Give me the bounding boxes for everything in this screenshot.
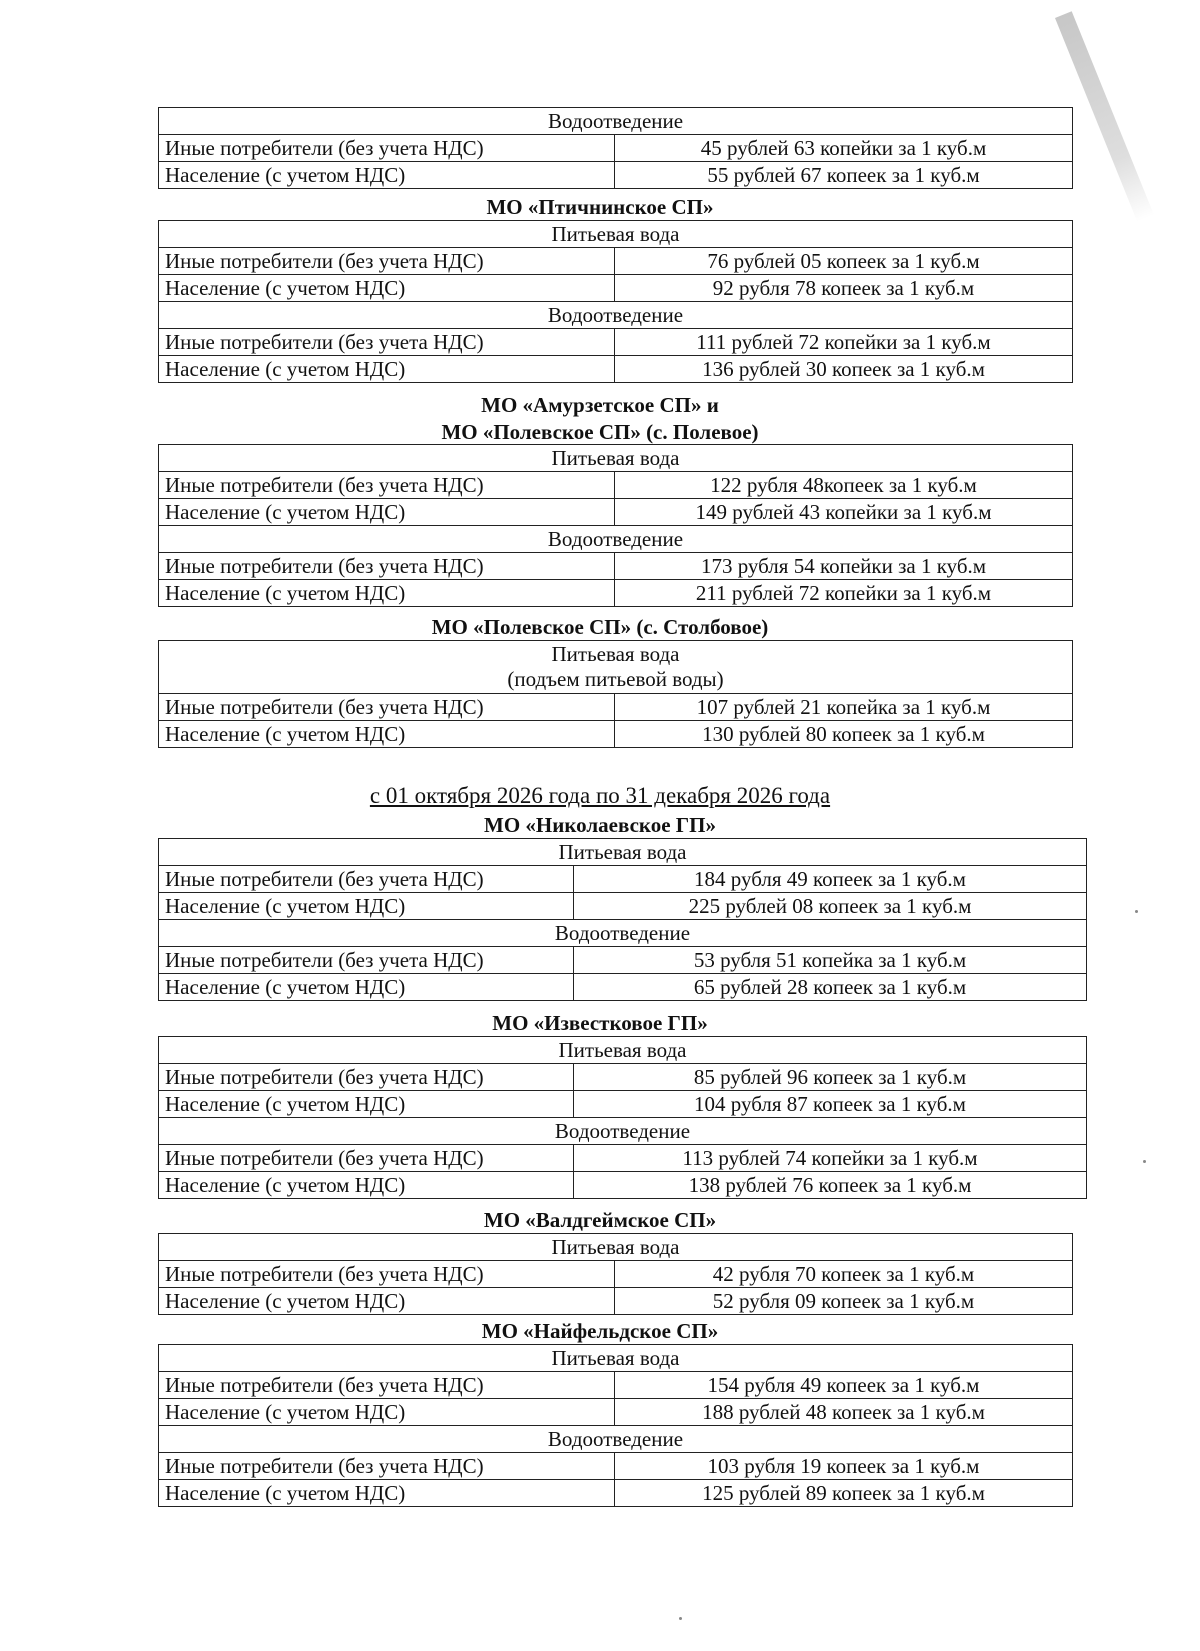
scan-speck bbox=[679, 1617, 682, 1620]
consumer-label: Население (с учетом НДС) bbox=[159, 275, 615, 302]
consumer-label: Население (с учетом НДС) bbox=[159, 1288, 615, 1315]
table-row bbox=[159, 1172, 1087, 1199]
table-row bbox=[159, 1064, 1087, 1091]
tariff-table-nikolaevskoe bbox=[158, 838, 1087, 1001]
tariff-value: 42 рубля 70 копеек за 1 куб.м bbox=[615, 1261, 1073, 1288]
consumer-label: Население (с учетом НДС) bbox=[159, 356, 615, 383]
section-header-water: Питьевая вода bbox=[159, 1234, 1073, 1261]
consumer-label: Население (с учетом НДС) bbox=[159, 1091, 574, 1118]
tariff-value: 113 рублей 74 копейки за 1 куб.м bbox=[574, 1145, 1087, 1172]
tariff-value: 76 рублей 05 копеек за 1 куб.м bbox=[615, 248, 1073, 275]
municipality-title: МО «Николаевское ГП» bbox=[484, 813, 716, 837]
consumer-label: Иные потребители (без учета НДС) bbox=[159, 472, 615, 499]
tariff-value: 122 рубля 48копеек за 1 куб.м bbox=[615, 472, 1073, 499]
section-header-water: Питьевая вода bbox=[159, 839, 1087, 866]
consumer-label: Иные потребители (без учета НДС) bbox=[159, 1372, 615, 1399]
tariff-table-valdgeim bbox=[158, 1233, 1073, 1315]
table-row bbox=[159, 553, 1073, 580]
consumer-label: Население (с учетом НДС) bbox=[159, 1480, 615, 1507]
tariff-table-amurzet bbox=[158, 444, 1073, 607]
section-header-sewer: Водоотведение bbox=[159, 302, 1073, 329]
municipality-title: МО «Полевское СП» (с. Полевое) bbox=[441, 420, 759, 444]
consumer-label: Население (с учетом НДС) bbox=[159, 162, 615, 189]
tariff-value: 154 рубля 49 копеек за 1 куб.м bbox=[615, 1372, 1073, 1399]
tariff-value: 53 рубля 51 копейка за 1 куб.м bbox=[574, 947, 1087, 974]
table-row bbox=[159, 499, 1073, 526]
table-row bbox=[159, 1261, 1073, 1288]
table-row bbox=[159, 947, 1087, 974]
section-header-sewer: Водоотведение bbox=[159, 526, 1073, 553]
tariff-table-stolbovoe bbox=[158, 640, 1073, 748]
consumer-label: Иные потребители (без учета НДС) bbox=[159, 947, 574, 974]
tariff-value: 130 рублей 80 копеек за 1 куб.м bbox=[615, 721, 1073, 748]
table-row bbox=[159, 694, 1073, 721]
table-row bbox=[159, 162, 1073, 189]
consumer-label: Население (с учетом НДС) bbox=[159, 1399, 615, 1426]
table-row bbox=[159, 1091, 1087, 1118]
table-row bbox=[159, 1288, 1073, 1315]
section-header-water-raise bbox=[159, 641, 1073, 694]
tariff-value: 104 рубля 87 копеек за 1 куб.м bbox=[574, 1091, 1087, 1118]
municipality-title: МО «Валдгеймское СП» bbox=[483, 1208, 717, 1232]
consumer-label: Иные потребители (без учета НДС) bbox=[159, 329, 615, 356]
tariff-value: 107 рублей 21 копейка за 1 куб.м bbox=[615, 694, 1073, 721]
tariff-value: 45 рублей 63 копейки за 1 куб.м bbox=[615, 135, 1073, 162]
consumer-label: Иные потребители (без учета НДС) bbox=[159, 1261, 615, 1288]
tariff-value: 136 рублей 30 копеек за 1 куб.м bbox=[615, 356, 1073, 383]
table-row bbox=[159, 1372, 1073, 1399]
tariff-value: 85 рублей 96 копеек за 1 куб.м bbox=[574, 1064, 1087, 1091]
tariff-table-ptichninskoe bbox=[158, 220, 1073, 383]
period-heading: с 01 октября 2026 года по 31 декабря 2026 года bbox=[369, 783, 831, 808]
consumer-label: Иные потребители (без учета НДС) bbox=[159, 135, 615, 162]
table-row bbox=[159, 472, 1073, 499]
table-row bbox=[159, 135, 1073, 162]
consumer-label: Иные потребители (без учета НДС) bbox=[159, 1453, 615, 1480]
consumer-label: Иные потребители (без учета НДС) bbox=[159, 1064, 574, 1091]
table-row bbox=[159, 1453, 1073, 1480]
consumer-label: Иные потребители (без учета НДС) bbox=[159, 866, 574, 893]
section-header-water: Питьевая вода bbox=[159, 1345, 1073, 1372]
tariff-value: 184 рубля 49 копеек за 1 куб.м bbox=[574, 866, 1087, 893]
tariff-value: 125 рублей 89 копеек за 1 куб.м bbox=[615, 1480, 1073, 1507]
municipality-title: МО «Известковое ГП» bbox=[492, 1011, 708, 1035]
consumer-label: Иные потребители (без учета НДС) bbox=[159, 248, 615, 275]
tariff-value: 225 рублей 08 копеек за 1 куб.м bbox=[574, 893, 1087, 920]
section-header-water: Питьевая вода bbox=[159, 445, 1073, 472]
consumer-label: Иные потребители (без учета НДС) bbox=[159, 694, 615, 721]
table-row bbox=[159, 329, 1073, 356]
section-header-sewer: Водоотведение bbox=[159, 108, 1073, 135]
tariff-value: 173 рубля 54 копейки за 1 куб.м bbox=[615, 553, 1073, 580]
table-row bbox=[159, 1399, 1073, 1426]
tariff-value: 52 рубля 09 копеек за 1 куб.м bbox=[615, 1288, 1073, 1315]
consumer-label: Население (с учетом НДС) bbox=[159, 1172, 574, 1199]
tariff-value: 149 рублей 43 копейки за 1 куб.м bbox=[615, 499, 1073, 526]
section-header-sewer: Водоотведение bbox=[159, 1118, 1087, 1145]
tariff-value: 103 рубля 19 копеек за 1 куб.м bbox=[615, 1453, 1073, 1480]
section-header-subtitle: (подъем питьевой воды) bbox=[507, 667, 724, 691]
tariff-value: 188 рублей 48 копеек за 1 куб.м bbox=[615, 1399, 1073, 1426]
table-row bbox=[159, 248, 1073, 275]
consumer-label: Население (с учетом НДС) bbox=[159, 974, 574, 1001]
table-row bbox=[159, 974, 1087, 1001]
section-header-water: Питьевая вода bbox=[551, 642, 680, 666]
consumer-label: Население (с учетом НДС) bbox=[159, 580, 615, 607]
section-header-water: Питьевая вода bbox=[159, 1037, 1087, 1064]
tariff-table-naifeld bbox=[158, 1344, 1073, 1507]
tariff-value: 65 рублей 28 копеек за 1 куб.м bbox=[574, 974, 1087, 1001]
consumer-label: Иные потребители (без учета НДС) bbox=[159, 1145, 574, 1172]
tariff-value: 55 рублей 67 копеек за 1 куб.м bbox=[615, 162, 1073, 189]
consumer-label: Население (с учетом НДС) bbox=[159, 721, 615, 748]
tariff-value: 111 рублей 72 копейки за 1 куб.м bbox=[615, 329, 1073, 356]
municipality-title: МО «Птичнинское СП» bbox=[486, 195, 714, 219]
tariff-value: 138 рублей 76 копеек за 1 куб.м bbox=[574, 1172, 1087, 1199]
section-header-water: Питьевая вода bbox=[159, 221, 1073, 248]
table-row bbox=[159, 893, 1087, 920]
municipality-title: МО «Полевское СП» (с. Столбовое) bbox=[431, 615, 769, 639]
consumer-label: Население (с учетом НДС) bbox=[159, 499, 615, 526]
table-row bbox=[159, 866, 1087, 893]
table-row bbox=[159, 275, 1073, 302]
consumer-label: Население (с учетом НДС) bbox=[159, 893, 574, 920]
table-row bbox=[159, 580, 1073, 607]
table-row bbox=[159, 1145, 1087, 1172]
municipality-title: МО «Амурзетское СП» и bbox=[481, 393, 719, 417]
tariff-value: 211 рублей 72 копейки за 1 куб.м bbox=[615, 580, 1073, 607]
scan-speck bbox=[1135, 910, 1138, 913]
scan-speck bbox=[1143, 1160, 1146, 1163]
consumer-label: Иные потребители (без учета НДС) bbox=[159, 553, 615, 580]
tariff-table-continued bbox=[158, 107, 1073, 189]
tariff-value: 92 рубля 78 копеек за 1 куб.м bbox=[615, 275, 1073, 302]
section-header-sewer: Водоотведение bbox=[159, 920, 1087, 947]
municipality-title: МО «Найфельдское СП» bbox=[481, 1319, 719, 1343]
table-row bbox=[159, 721, 1073, 748]
section-header-sewer: Водоотведение bbox=[159, 1426, 1073, 1453]
table-row bbox=[159, 356, 1073, 383]
table-row bbox=[159, 1480, 1073, 1507]
tariff-table-izvestkovoe bbox=[158, 1036, 1087, 1199]
